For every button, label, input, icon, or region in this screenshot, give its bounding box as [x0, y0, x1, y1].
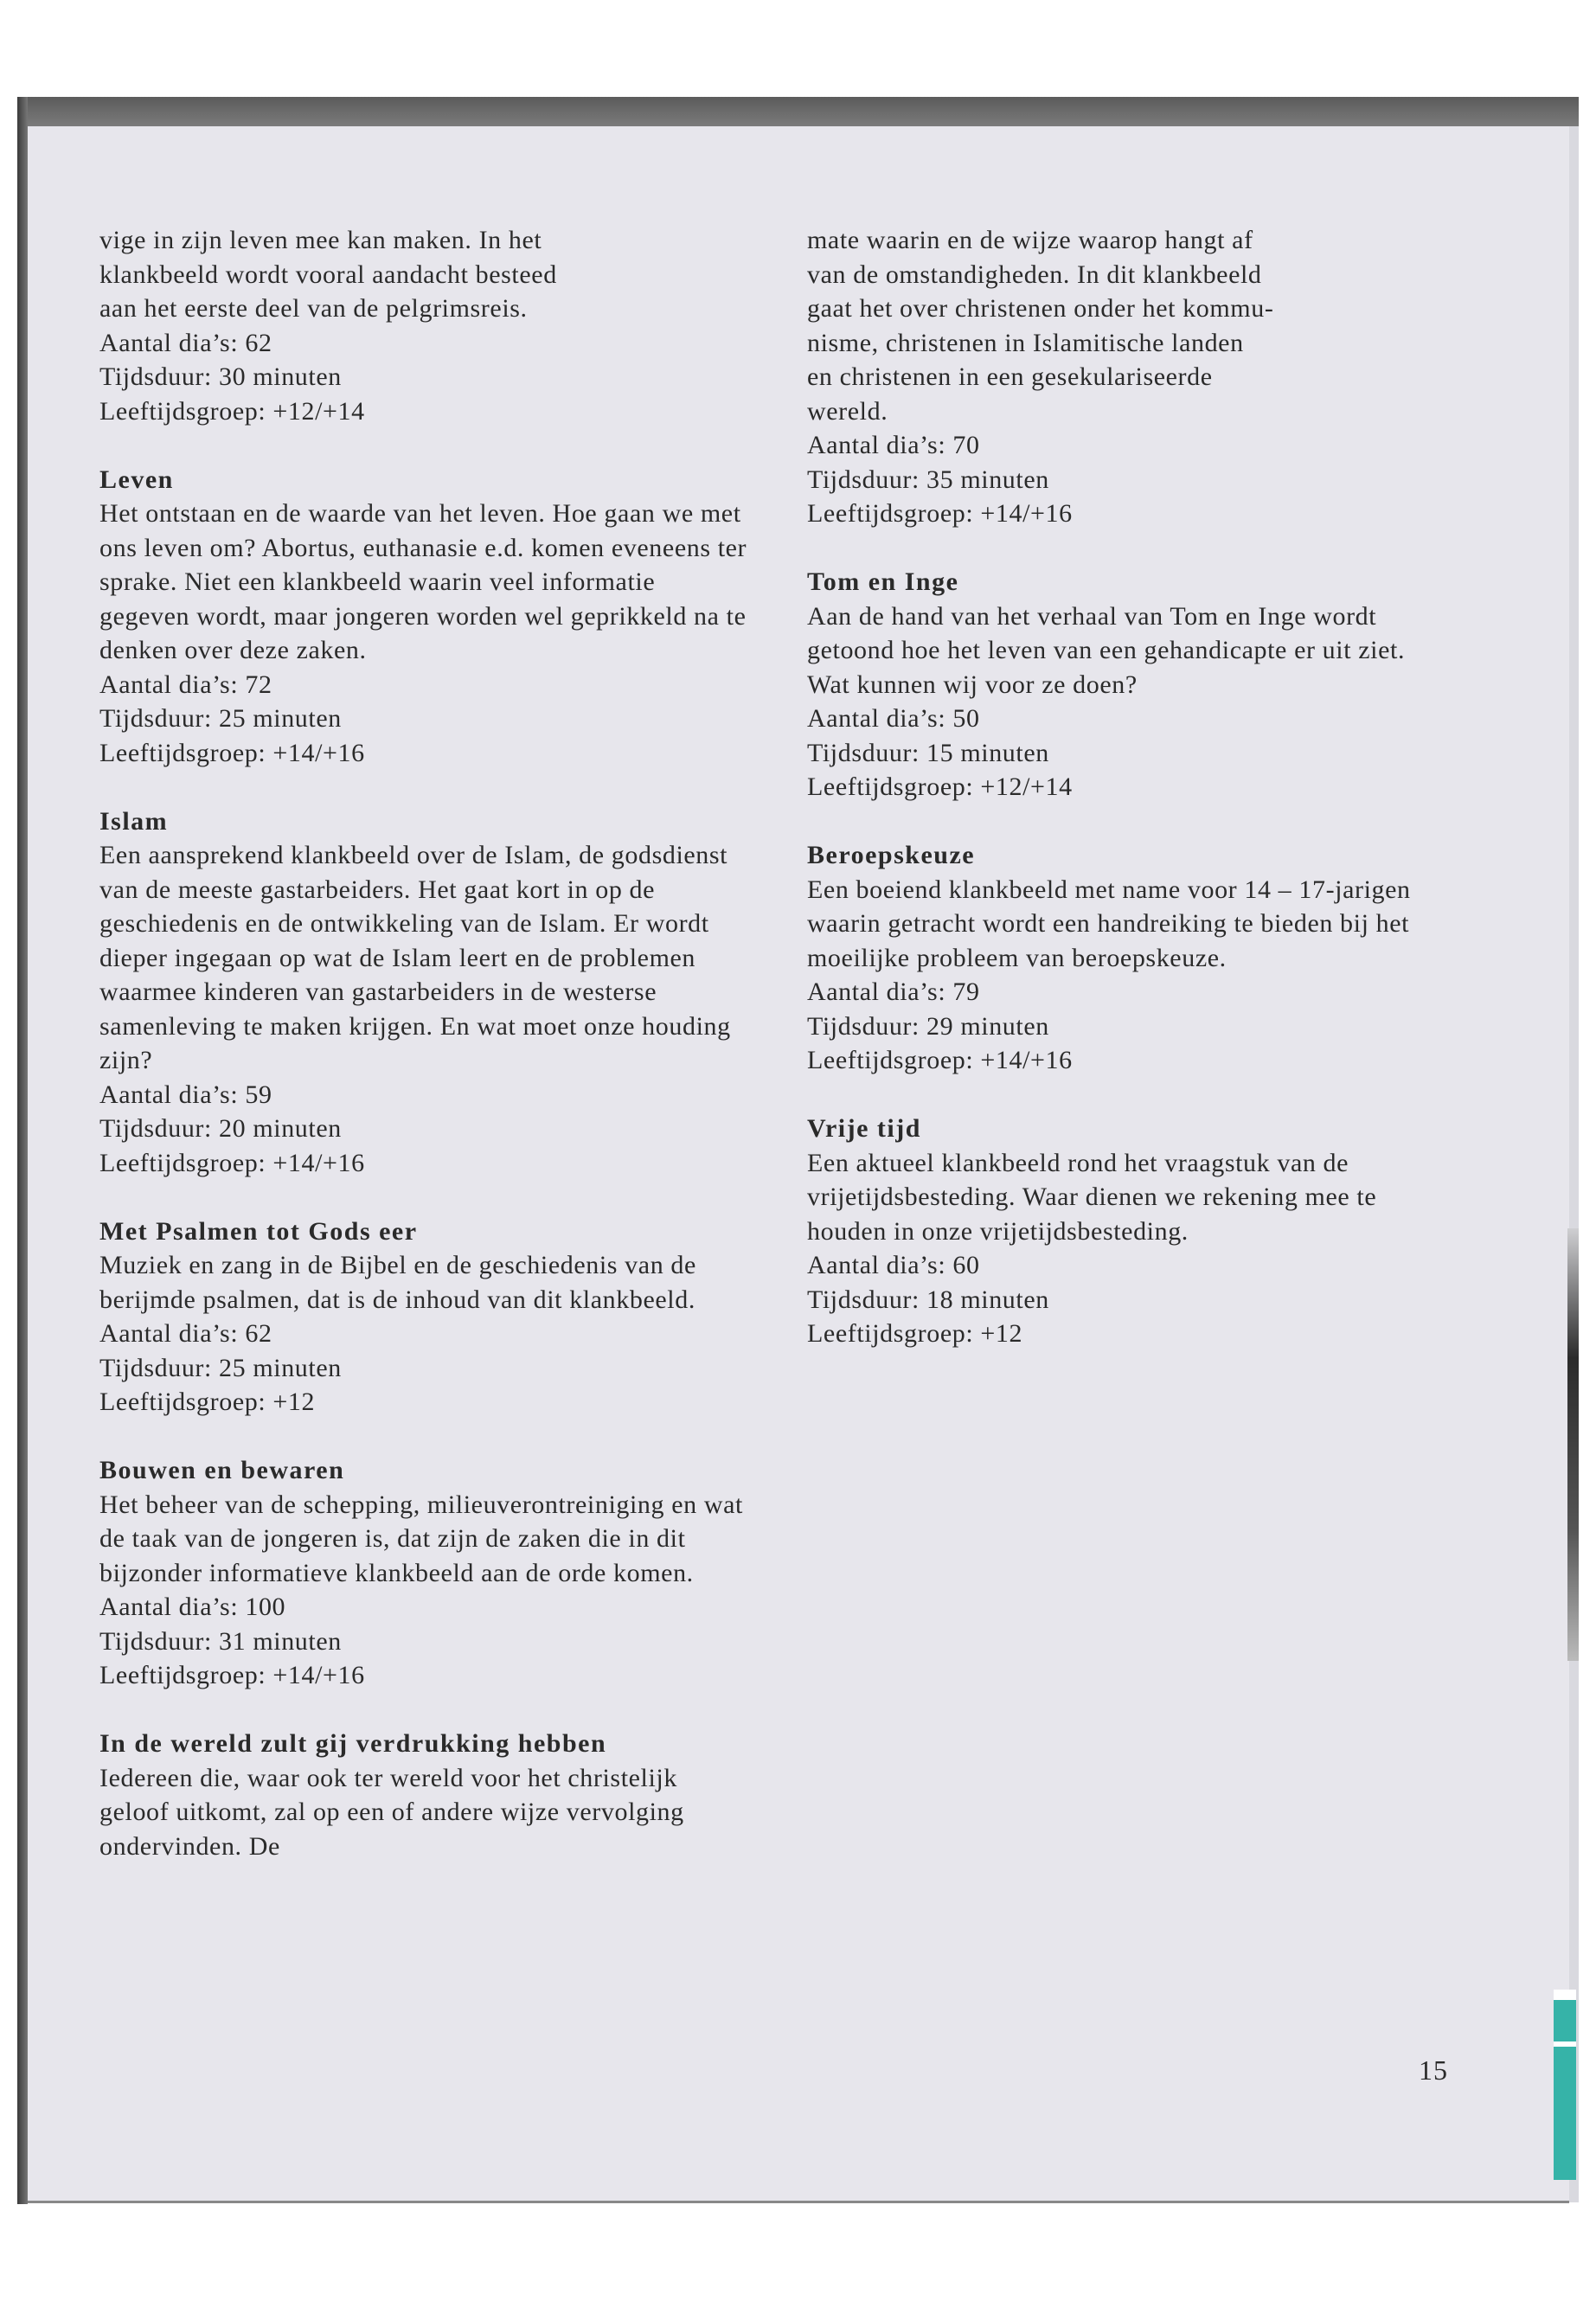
- entry-title: In de wereld zult gij verdrukking hebben: [99, 1729, 607, 1758]
- age-group: Leeftijdsgroep: +14/+16: [99, 1661, 365, 1689]
- entry-leven: [99, 463, 748, 771]
- duration: Tijdsduur: 20 minuten: [99, 1114, 342, 1143]
- age-group: Leeftijdsgroep: +14/+16: [807, 499, 1073, 528]
- entry-description: Het beheer van de schepping, milieuverontreiniging en wat de taak van de jongeren is, dat zijn de zaken die in dit bijzonder informatieve klankbeeld aan de orde komen.: [99, 1490, 743, 1587]
- text-line: van de omstandigheden. In dit klankbeeld: [807, 260, 1262, 289]
- text-line: wereld.: [807, 396, 888, 426]
- age-group: Leeftijdsgroep: +12/+14: [99, 396, 365, 426]
- text-line: vige in zijn leven mee kan maken. In het: [99, 226, 542, 254]
- age-group: Leeftijdsgroep: +14/+16: [807, 1046, 1073, 1074]
- entry-bouwen-en-bewaren: [99, 1453, 748, 1693]
- slide-count: Aantal dia’s: 60: [807, 1251, 980, 1279]
- duration: Tijdsduur: 30 minuten: [99, 362, 342, 391]
- entry-title: Leven: [99, 465, 174, 494]
- text-line: gaat het over christenen onder het kommu-: [807, 294, 1274, 323]
- duration: Tijdsduur: 25 minuten: [99, 1353, 342, 1382]
- continued-entry: [807, 223, 1430, 531]
- entry-in-de-wereld: [99, 1727, 748, 1863]
- page-edge-stripe: [1567, 1228, 1579, 1661]
- entry-vrije-tijd: [807, 1112, 1430, 1351]
- continued-entry: [99, 223, 748, 428]
- page-number: 15: [1419, 2054, 1448, 2086]
- right-column: [807, 223, 1430, 1351]
- slide-count: Aantal dia’s: 59: [99, 1080, 272, 1109]
- entry-title: Tom en Inge: [807, 567, 959, 596]
- slide-count: Aantal dia’s: 79: [807, 977, 980, 1006]
- text-line: aan het eerste deel van de pelgrimsreis.: [99, 294, 528, 323]
- duration: Tijdsduur: 18 minuten: [807, 1285, 1049, 1314]
- entry-tom-en-inge: [807, 565, 1430, 804]
- entry-description: Iedereen die, waar ook ter wereld voor het christelijk geloof uitkomt, zal op een of andere wijze vervolging ondervinden. De: [99, 1763, 684, 1861]
- page-top-shadow: [17, 97, 1579, 128]
- duration: Tijdsduur: 15 minuten: [807, 738, 1049, 767]
- entry-description: Een aansprekend klankbeeld over de Islam, de godsdienst van de meeste gastarbeiders. Het gaat kort in op de geschiedenis en de ontwikkeling van de Islam. Er wordt dieper ingegaan op wat de Islam leert en de problemen waarmee kinderen van gastarbeiders in de westerse samenleving te maken krijgen. En wat moet onze houding zijn?: [99, 841, 731, 1074]
- slide-count: Aantal dia’s: 100: [99, 1593, 286, 1621]
- entry-title: Beroepskeuze: [807, 841, 976, 869]
- duration: Tijdsduur: 25 minuten: [99, 704, 342, 733]
- entry-islam: [99, 804, 748, 1181]
- slide-count: Aantal dia’s: 50: [807, 704, 980, 733]
- age-group: Leeftijdsgroep: +14/+16: [99, 1148, 365, 1177]
- age-group: Leeftijdsgroep: +14/+16: [99, 738, 365, 767]
- slide-count: Aantal dia’s: 62: [99, 328, 272, 357]
- entry-title: Bouwen en bewaren: [99, 1456, 345, 1484]
- duration: Tijdsduur: 31 minuten: [99, 1626, 342, 1656]
- entry-description: Een aktueel klankbeeld rond het vraagstuk van de vrijetijdsbesteding. Waar dienen we rekening mee te houden in onze vrijetijdsbesteding.: [807, 1148, 1377, 1246]
- duration: Tijdsduur: 35 minuten: [807, 465, 1049, 494]
- slide-count: Aantal dia’s: 62: [99, 1319, 272, 1348]
- text-line: nisme, christenen in Islamitische landen: [807, 328, 1244, 357]
- entry-description: Aan de hand van het verhaal van Tom en Inge wordt getoond hoe het leven van een gehandicapte er uit ziet. Wat kunnen wij voor ze doen?: [807, 601, 1406, 699]
- entry-title: Islam: [99, 806, 169, 836]
- text-line: klankbeeld wordt vooral aandacht besteed: [99, 260, 557, 289]
- page-edge-teal-stripe: [1554, 1990, 1576, 2180]
- entry-description: Het ontstaan en de waarde van het leven. Hoe gaan we met ons leven om? Abortus, euthanasie e.d. komen eveneens ter sprake. Niet een klankbeeld waarin veel informatie gegeven wordt, maar jongeren worden wel geprikkeld na te denken over deze zaken.: [99, 499, 747, 664]
- entry-description: Muziek en zang in de Bijbel en de geschiedenis van de berijmde psalmen, dat is de inhoud van dit klankbeeld.: [99, 1251, 696, 1314]
- duration: Tijdsduur: 29 minuten: [807, 1011, 1049, 1041]
- entry-title: Met Psalmen tot Gods eer: [99, 1216, 418, 1246]
- text-line: en christenen in een gesekulariseerde: [807, 362, 1213, 391]
- entry-met-psalmen: [99, 1215, 748, 1420]
- text-line: mate waarin en de wijze waarop hangt af: [807, 226, 1253, 254]
- page-left-edge: [17, 97, 28, 2204]
- page-right-edge: [1569, 126, 1579, 2202]
- entry-title: Vrije tijd: [807, 1114, 921, 1143]
- entry-description: Een boeiend klankbeeld met name voor 14 – 17-jarigen waarin getracht wordt een handreiking te bieden bij het moeilijke probleem van beroepskeuze.: [807, 875, 1411, 972]
- slide-count: Aantal dia’s: 72: [99, 670, 272, 699]
- age-group: Leeftijdsgroep: +12: [99, 1388, 316, 1416]
- entry-beroepskeuze: [807, 838, 1430, 1078]
- slide-count: Aantal dia’s: 70: [807, 431, 980, 459]
- left-column: [99, 223, 748, 1863]
- age-group: Leeftijdsgroep: +12: [807, 1319, 1023, 1348]
- age-group: Leeftijdsgroep: +12/+14: [807, 772, 1073, 801]
